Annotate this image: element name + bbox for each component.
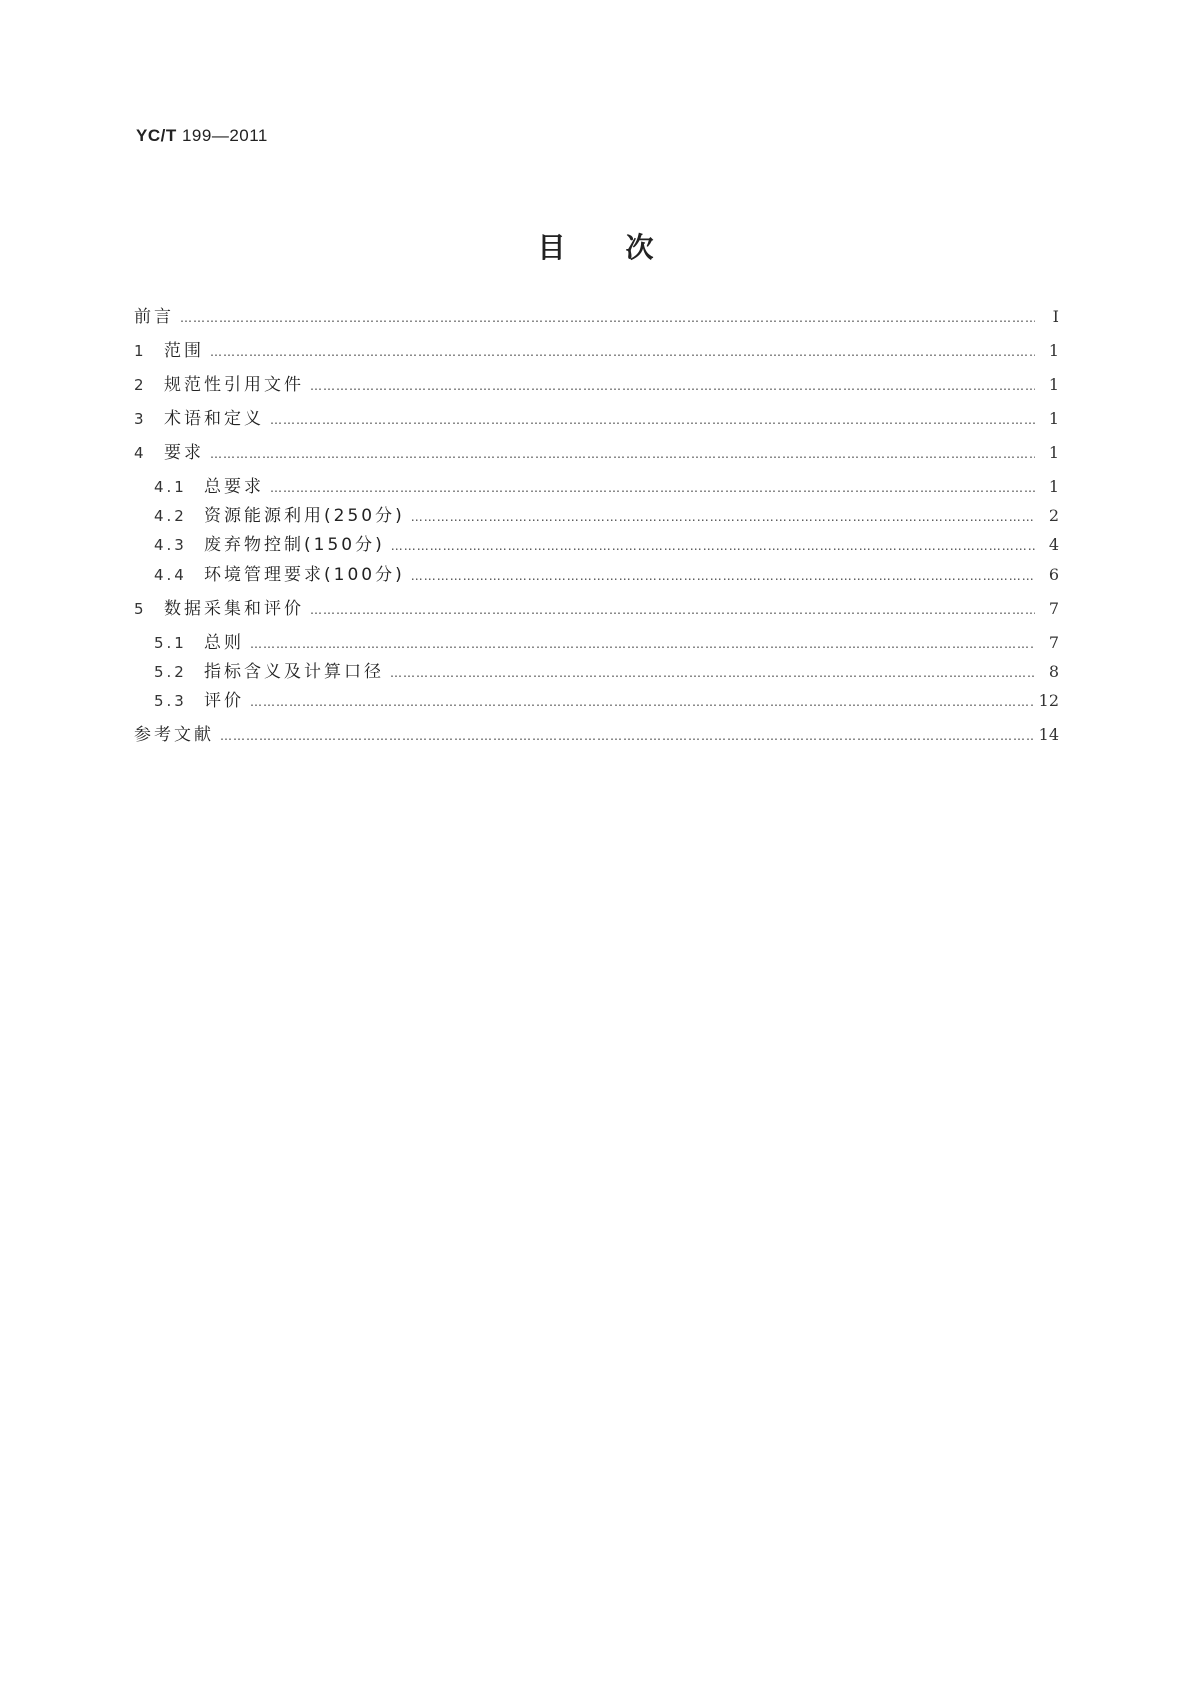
toc-entry-page: 14 <box>1038 725 1059 744</box>
toc-entry-page: 7 <box>1048 599 1059 618</box>
toc-title-right: 次 <box>625 231 654 264</box>
toc-entry-page: 1 <box>1048 375 1059 394</box>
toc-dot-leader <box>270 407 1035 433</box>
toc-entry-number: 2 <box>134 376 144 394</box>
toc-entry-number: 5 <box>134 600 144 618</box>
toc-entry-number: 4.2 <box>154 507 187 525</box>
toc-dot-leader <box>180 305 1035 331</box>
toc-title <box>0 226 1191 266</box>
toc-entry-label: 总则 <box>204 633 244 653</box>
toc-entry-5-2[interactable] <box>154 659 1059 685</box>
toc-dot-leader <box>250 631 1035 657</box>
toc-entry-page: 4 <box>1048 535 1059 554</box>
toc-dot-leader <box>390 660 1035 686</box>
toc-entry-number: 4 <box>134 444 144 462</box>
toc-entry-label: 参考文献 <box>134 725 214 745</box>
toc-entry-page: 1 <box>1048 409 1059 428</box>
toc-entry-label: 资源能源利用(250分) <box>204 506 405 526</box>
toc-title-left: 目 <box>537 231 566 264</box>
toc-entry-number: 4.1 <box>154 478 187 496</box>
standard-number: 199—2011 <box>181 126 268 145</box>
toc-entry-page: 12 <box>1038 691 1059 710</box>
toc-dot-leader <box>411 563 1035 589</box>
toc-entry-number: 3 <box>134 410 144 428</box>
toc-entry-label: 评价 <box>204 691 244 711</box>
toc-entry-number: 1 <box>134 342 144 360</box>
toc-entry-5[interactable] <box>134 596 1059 622</box>
toc-entry-2[interactable] <box>134 372 1059 398</box>
toc-entry-page: 1 <box>1048 443 1059 462</box>
toc-entry-3[interactable] <box>134 406 1059 432</box>
toc-dot-leader <box>250 689 1033 715</box>
toc-entry-label: 术语和定义 <box>164 409 264 429</box>
toc-entry-4-2[interactable] <box>154 503 1059 529</box>
toc-entry-4[interactable] <box>134 440 1059 466</box>
toc-entry-1[interactable] <box>134 338 1059 364</box>
toc-dot-leader <box>310 373 1035 399</box>
toc-dot-leader <box>391 533 1035 559</box>
toc-entry-label: 废弃物控制(150分) <box>204 535 385 555</box>
toc-dot-leader <box>310 597 1035 623</box>
document-code <box>136 126 268 146</box>
toc-entry-number: 4.3 <box>154 536 187 554</box>
toc-entry-number: 4.4 <box>154 566 187 584</box>
toc-entry-label: 环境管理要求(100分) <box>204 565 405 585</box>
toc-dot-leader <box>210 339 1035 365</box>
toc-entry-page: 1 <box>1048 341 1059 360</box>
toc-entry-5-3[interactable] <box>154 688 1059 714</box>
toc-dot-leader <box>411 504 1035 530</box>
toc-entry-5-1[interactable] <box>154 630 1059 656</box>
toc-entry-page: Ⅰ <box>1052 307 1059 326</box>
toc-entry-page: 7 <box>1048 633 1059 652</box>
standard-prefix: YC/T <box>136 126 177 145</box>
toc-entry-page: 2 <box>1048 506 1059 525</box>
toc-entry-number: 5.2 <box>154 663 187 681</box>
toc-entry-references[interactable] <box>134 722 1059 748</box>
toc-entry-page: 8 <box>1048 662 1059 681</box>
toc-entry-label: 范围 <box>164 341 204 361</box>
toc-entry-number: 5.1 <box>154 634 187 652</box>
toc-entry-label: 数据采集和评价 <box>164 599 304 619</box>
toc-dot-leader <box>220 723 1033 749</box>
toc-entry-4-4[interactable] <box>154 562 1059 588</box>
toc-entry-page: 1 <box>1048 477 1059 496</box>
toc-entry-label: 规范性引用文件 <box>164 375 304 395</box>
toc-dot-leader <box>270 475 1035 501</box>
toc-dot-leader <box>210 441 1035 467</box>
toc-entry-number: 5.3 <box>154 692 187 710</box>
toc-entry-4-3[interactable] <box>154 532 1059 558</box>
toc-entry-label: 指标含义及计算口径 <box>204 662 384 682</box>
toc-entry-label: 要求 <box>164 443 204 463</box>
toc-entry-foreword[interactable] <box>134 304 1059 330</box>
toc-entry-label: 前言 <box>134 307 174 327</box>
toc-entry-page: 6 <box>1048 565 1059 584</box>
toc-entry-4-1[interactable] <box>154 474 1059 500</box>
toc-entry-label: 总要求 <box>204 477 264 497</box>
